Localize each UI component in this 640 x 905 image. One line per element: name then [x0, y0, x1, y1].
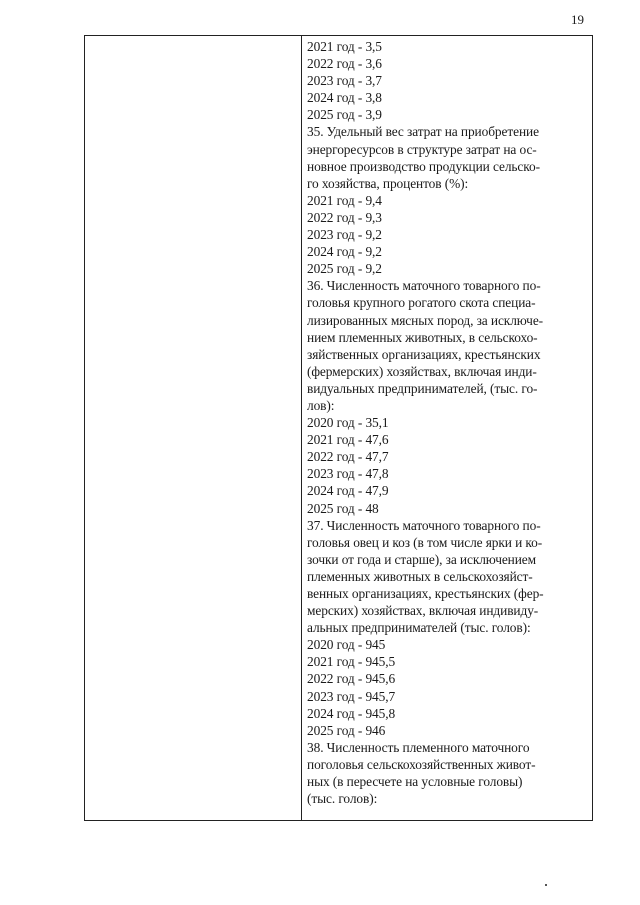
text-line: 2021 год - 945,5 [307, 654, 396, 670]
text-line: 2020 год - 945 [307, 637, 386, 653]
text-line: 36. Численность маточного товарного по- [307, 278, 541, 294]
indicators-table [84, 35, 593, 821]
text-line: головья овец и коз (в том числе ярки и ко- [307, 534, 543, 550]
text-line: 2021 год - 47,6 [307, 432, 389, 448]
table-left-cell [85, 36, 302, 820]
text-line: мерских) хозяйствах, включая индивиду- [307, 603, 539, 619]
text-line: (тыс. голов): [307, 791, 378, 807]
text-line: 2024 год - 3,8 [307, 90, 382, 106]
text-line: 2025 год - 48 [307, 500, 379, 516]
text-line: зочки от года и старше), за исключением [307, 551, 537, 567]
text-line: нием племенных животных, в сельскохо- [307, 329, 538, 345]
text-line: 2021 год - 9,4 [307, 192, 382, 208]
text-line: 2023 год - 47,8 [307, 466, 389, 482]
text-line: 2022 год - 945,6 [307, 671, 396, 687]
text-line: новное производство продукции сельско- [307, 158, 540, 174]
text-line: 2021 год - 3,5 [307, 39, 382, 54]
text-line: 2025 год - 9,2 [307, 261, 382, 277]
text-line: го хозяйства, процентов (%): [307, 175, 469, 191]
text-line: альных предпринимателей (тыс. голов): [307, 620, 531, 636]
text-line: головья крупного рогатого скота специа- [307, 295, 536, 311]
text-line: лов): [307, 397, 335, 413]
text-line: 2023 год - 9,2 [307, 227, 382, 243]
text-line: лизированных мясных пород, за исключе- [307, 312, 544, 328]
text-line: 2023 год - 3,7 [307, 73, 382, 89]
page-number: 19 [571, 12, 584, 27]
text-line: племенных животных в сельскохозяйст- [307, 568, 533, 584]
text-line: 2024 год - 9,2 [307, 244, 382, 260]
text-line: 35. Удельный вес затрат на приобретение [307, 124, 539, 140]
text-line: зяйственных организациях, крестьянских [307, 346, 541, 362]
text-line: 2022 год - 47,7 [307, 449, 389, 465]
text-line: 2020 год - 35,1 [307, 415, 389, 431]
table-right-cell [302, 36, 592, 820]
text-line: 2024 год - 47,9 [307, 483, 389, 499]
text-line: ных (в пересчете на условные головы) [307, 774, 523, 790]
text-line: поголовья сельскохозяйственных живот- [307, 756, 536, 772]
text-line: 2025 год - 3,9 [307, 107, 382, 123]
text-line: 2024 год - 945,8 [307, 705, 396, 721]
text-line: (фермерских) хозяйствах, включая инди- [307, 363, 537, 379]
text-line: 2022 год - 3,6 [307, 56, 382, 72]
text-line: 2025 год - 946 [307, 722, 386, 738]
text-line: энергоресурсов в структуре затрат на ос- [307, 141, 537, 157]
text-line: венных организациях, крестьянских (фер- [307, 586, 544, 601]
text-line: 37. Численность маточного товарного по- [307, 517, 541, 533]
scan-mark [545, 884, 547, 886]
text-line: видуальных предпринимателей, (тыс. го- [307, 380, 538, 396]
text-line: 2022 год - 9,3 [307, 209, 382, 225]
text-line: 38. Численность племенного маточного [307, 739, 530, 755]
text-line: 2023 год - 945,7 [307, 688, 396, 704]
